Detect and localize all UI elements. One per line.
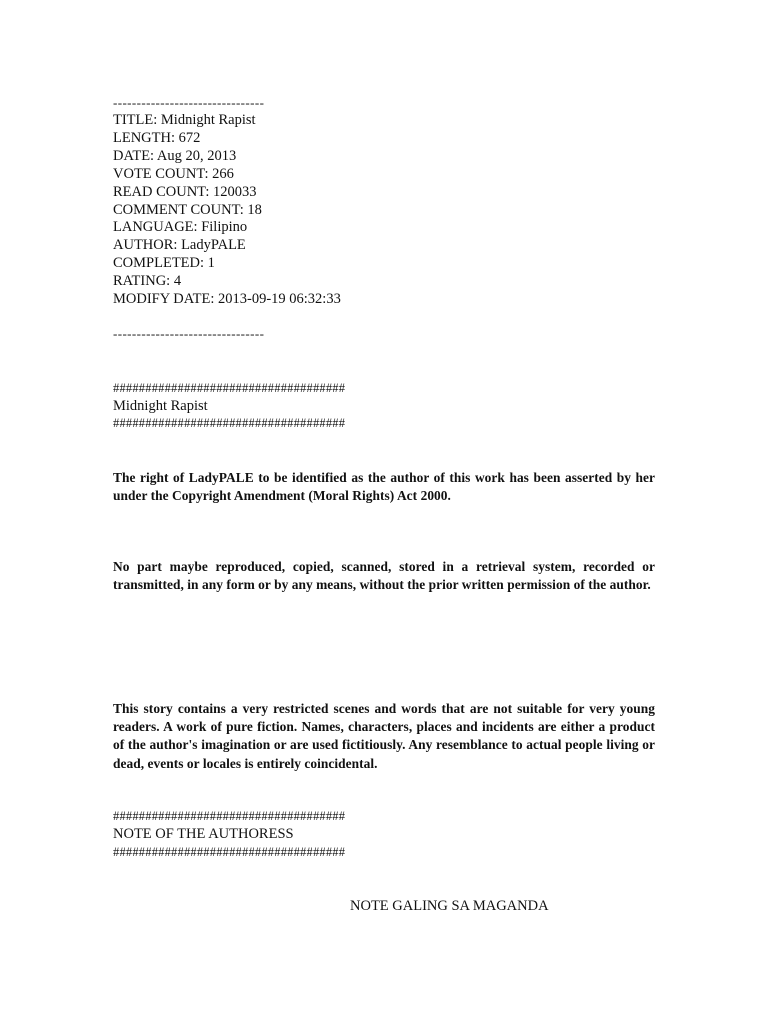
rights-paragraph: The right of LadyPALE to be identified as the author of this work has been asserted by her under the Copyright Amendment (Moral Rights) Act 2000.: [113, 470, 655, 504]
disclaimer-paragraph: This story contains a very restricted scenes and words that are not suitable for very young readers. A work of pure fiction. Names, characters, places and incidents are either a product of the author's imagination or are used fictitiously. Any resemblance to actual people living or dead, events or locales is entirely coincidental.: [113, 701, 655, 771]
metadata-vote-count: VOTE COUNT: 266: [113, 166, 234, 182]
metadata-comment-count: COMMENT COUNT: 18: [113, 202, 262, 218]
note-subheading: NOTE GALING SA MAGANDA: [350, 898, 549, 914]
document-title: Midnight Rapist: [113, 398, 208, 414]
reproduction-paragraph: No part maybe reproduced, copied, scanned, stored in a retrieval system, recorded or transmitted, in any form or by any means, without the prior written permission of the author.: [113, 559, 655, 593]
metadata-modify-date: MODIFY DATE: 2013-09-19 06:32:33: [113, 291, 341, 307]
metadata-rating: RATING: 4: [113, 273, 182, 289]
metadata-language: LANGUAGE: Filipino: [113, 219, 248, 235]
note-hash-top: ####################################: [113, 809, 346, 823]
metadata-read-count: READ COUNT: 120033: [113, 184, 257, 200]
note-hash-bottom: ####################################: [113, 845, 346, 859]
metadata-separator-top: --------------------------------: [113, 95, 265, 110]
title-hash-bottom: ####################################: [113, 416, 346, 430]
metadata-completed: COMPLETED: 1: [113, 255, 215, 271]
metadata-title: TITLE: Midnight Rapist: [113, 112, 256, 128]
title-hash-top: ####################################: [113, 381, 346, 395]
metadata-length: LENGTH: 672: [113, 130, 201, 146]
metadata-author: AUTHOR: LadyPALE: [113, 237, 246, 253]
metadata-date: DATE: Aug 20, 2013: [113, 148, 237, 164]
metadata-separator-bottom: --------------------------------: [113, 326, 265, 341]
note-heading: NOTE OF THE AUTHORESS: [113, 826, 294, 842]
